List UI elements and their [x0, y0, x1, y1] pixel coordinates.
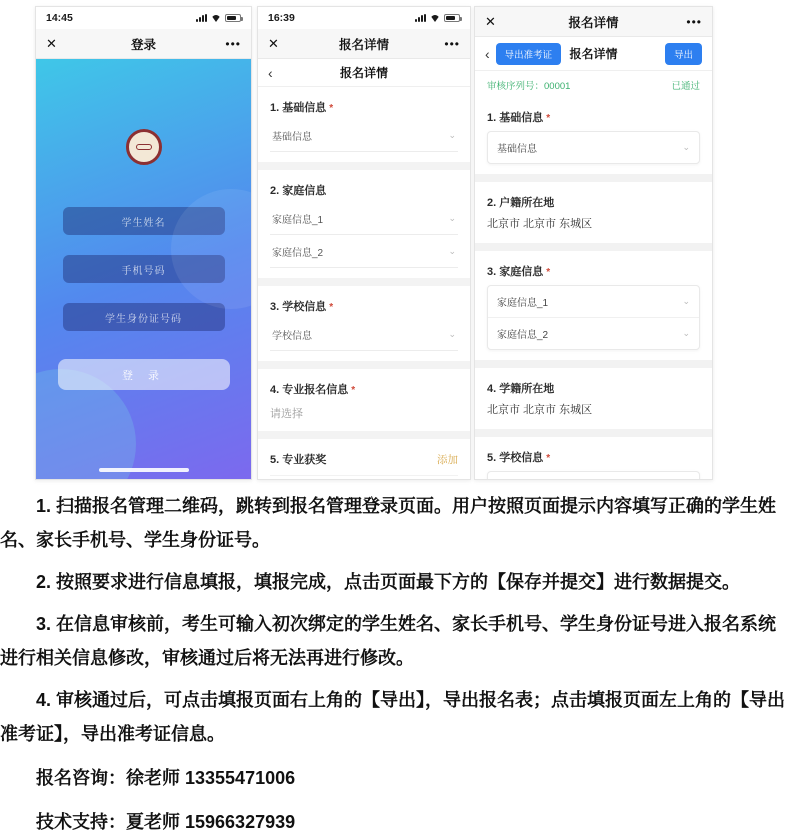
section-title-school	[487, 449, 700, 465]
page-title: 登录	[130, 37, 156, 52]
back-icon[interactable]: ‹	[268, 64, 273, 81]
section-title-family	[270, 182, 458, 198]
close-icon[interactable]: ✕	[46, 35, 57, 51]
back-icon[interactable]: ‹	[485, 45, 490, 62]
chevron-down-icon: ⌄	[448, 329, 456, 339]
login-screenshot	[35, 6, 252, 480]
section-title-text: 1. 基础信息	[270, 102, 327, 114]
select-placeholder[interactable]: 请选择	[270, 408, 303, 420]
status-icons	[415, 10, 460, 27]
status-bar	[36, 7, 251, 29]
section-title-text: 4. 学籍所在地	[487, 383, 555, 395]
status-bar	[258, 7, 470, 29]
field-label: 家庭信息_1	[272, 215, 324, 226]
field-basic-info[interactable]	[487, 131, 700, 164]
field-family-info-1[interactable]	[488, 286, 699, 317]
nav-bar	[36, 29, 251, 59]
nav-bar	[475, 7, 712, 37]
sub-page-title: 报名详情	[339, 66, 388, 80]
close-icon[interactable]: ✕	[268, 35, 279, 51]
field-label: 家庭信息_1	[497, 298, 549, 309]
section-title-awards: 5. 专业获奖	[270, 454, 327, 466]
household-location-value: 北京市 北京市 东城区	[487, 218, 593, 230]
chevron-down-icon: ⌄	[448, 246, 456, 256]
field-label: 学校信息	[272, 331, 312, 342]
student-name-input[interactable]: 学生姓名	[63, 207, 225, 235]
chevron-down-icon: ⌄	[682, 296, 690, 306]
export-admission-ticket-button[interactable]: 导出准考证	[496, 43, 562, 65]
form-body	[258, 99, 470, 480]
section-title-text: 3. 家庭信息	[487, 266, 544, 278]
status-icons	[196, 10, 241, 27]
section-separator	[475, 429, 712, 437]
required-asterisk: *	[329, 302, 334, 313]
more-icon[interactable]: •••	[444, 36, 460, 51]
field-school-info[interactable]	[270, 318, 458, 351]
form-screenshot	[257, 6, 471, 480]
chevron-down-icon: ⌄	[448, 213, 456, 223]
section-separator	[258, 162, 470, 170]
field-label: 家庭信息_2	[497, 330, 549, 341]
field-label: 基础信息	[497, 144, 537, 155]
section-title-text: 1. 基础信息	[487, 112, 544, 124]
chevron-down-icon: ⌄	[448, 130, 456, 140]
field-basic-info[interactable]	[270, 119, 458, 152]
section-separator	[475, 243, 712, 251]
login-button[interactable]: 登 录	[58, 359, 230, 390]
required-asterisk: *	[546, 453, 551, 464]
required-asterisk: *	[546, 113, 551, 124]
field-family-info-2[interactable]	[270, 235, 458, 268]
section-title-family	[487, 263, 700, 279]
required-asterisk: *	[329, 103, 334, 114]
field-label: 家庭信息_2	[272, 248, 324, 259]
chevron-down-icon: ⌄	[682, 328, 690, 338]
sub-nav-bar	[475, 37, 712, 71]
more-icon[interactable]: •••	[686, 14, 702, 29]
chevron-down-icon: ⌄	[682, 142, 690, 152]
status-time: 16:39	[268, 12, 295, 24]
required-asterisk: *	[546, 267, 551, 278]
student-id-input[interactable]: 学生身份证号码	[63, 303, 225, 331]
section-separator	[258, 431, 470, 439]
add-button[interactable]: 添加	[437, 453, 458, 466]
export-button[interactable]: 导出	[665, 43, 702, 65]
field-family-info-2[interactable]	[488, 317, 699, 349]
more-icon[interactable]: •••	[225, 36, 241, 51]
section-title-text: 4. 专业报名信息	[270, 384, 349, 396]
login-gradient-body	[36, 59, 251, 479]
tech-support-contact: 技术支持：夏老师 15966327939	[36, 812, 296, 832]
clipped-field-row	[270, 475, 458, 480]
battery-icon	[225, 14, 241, 22]
instruction-step-2: 2. 按照要求进行信息填报，填报完成，点击页面最下方的【保存并提交】进行数据提交。	[36, 572, 741, 592]
section-separator	[258, 361, 470, 369]
section-title-text: 3. 学校信息	[270, 301, 327, 313]
sub-nav-bar	[258, 59, 470, 87]
review-serial-number: 审核序列号：00001	[487, 81, 571, 92]
required-asterisk: *	[351, 385, 356, 396]
section-separator	[475, 174, 712, 182]
battery-icon	[444, 14, 460, 22]
section-separator	[258, 278, 470, 286]
cellular-signal-icon	[196, 14, 207, 22]
approved-form-screenshot	[474, 6, 713, 480]
section-title-text: 2. 家庭信息	[270, 185, 327, 197]
wifi-icon	[211, 15, 221, 27]
wifi-icon	[430, 15, 440, 27]
section-title-major	[270, 381, 458, 397]
section-title-text: 2. 户籍所在地	[487, 197, 555, 209]
field-school-info[interactable]	[487, 471, 700, 480]
status-time: 14:45	[46, 12, 73, 24]
field-label: 基础信息	[272, 132, 312, 143]
nav-bar	[258, 29, 470, 59]
section-title-household	[487, 194, 700, 210]
review-status-row	[475, 71, 712, 97]
registration-contact: 报名咨询：徐老师 13355471006	[36, 768, 296, 788]
instruction-step-1: 1. 扫描报名管理二维码，跳转到报名管理登录页面。用户按照页面提示内容填写正确的学生姓名、家长手机号、学生身份证号。	[0, 496, 777, 550]
phone-number-input[interactable]: 手机号码	[63, 255, 225, 283]
home-indicator	[99, 468, 189, 472]
school-logo	[126, 129, 162, 165]
section-title-school-registry	[487, 380, 700, 396]
sub-page-title: 报名详情	[569, 47, 618, 61]
close-icon[interactable]: ✕	[485, 13, 496, 29]
instructions-block	[0, 489, 788, 839]
status-badge: 已通过	[671, 81, 700, 92]
cellular-signal-icon	[415, 14, 426, 22]
page-title: 报名详情	[568, 15, 619, 30]
instruction-step-4: 4. 审核通过后，可点击填报页面右上角的【导出】，导出报名表；点击填报页面左上角的【导出准考证】，导出准考证信息。	[0, 690, 786, 744]
family-info-card	[487, 285, 700, 350]
section-title-school	[270, 298, 458, 314]
school-registry-value: 北京市 北京市 东城区	[487, 404, 593, 416]
section-head-awards	[270, 451, 458, 467]
section-title-text: 5. 学校信息	[487, 452, 544, 464]
field-family-info-1[interactable]	[270, 202, 458, 235]
page-title: 报名详情	[338, 37, 389, 52]
section-separator	[475, 360, 712, 368]
section-title-basic	[270, 99, 458, 115]
instruction-step-3: 3. 在信息审核前，考生可输入初次绑定的学生姓名、家长手机号、学生身份证号进入报名系统进行相关信息修改，审核通过后将无法再进行修改。	[0, 614, 777, 668]
section-title-basic	[487, 109, 700, 125]
